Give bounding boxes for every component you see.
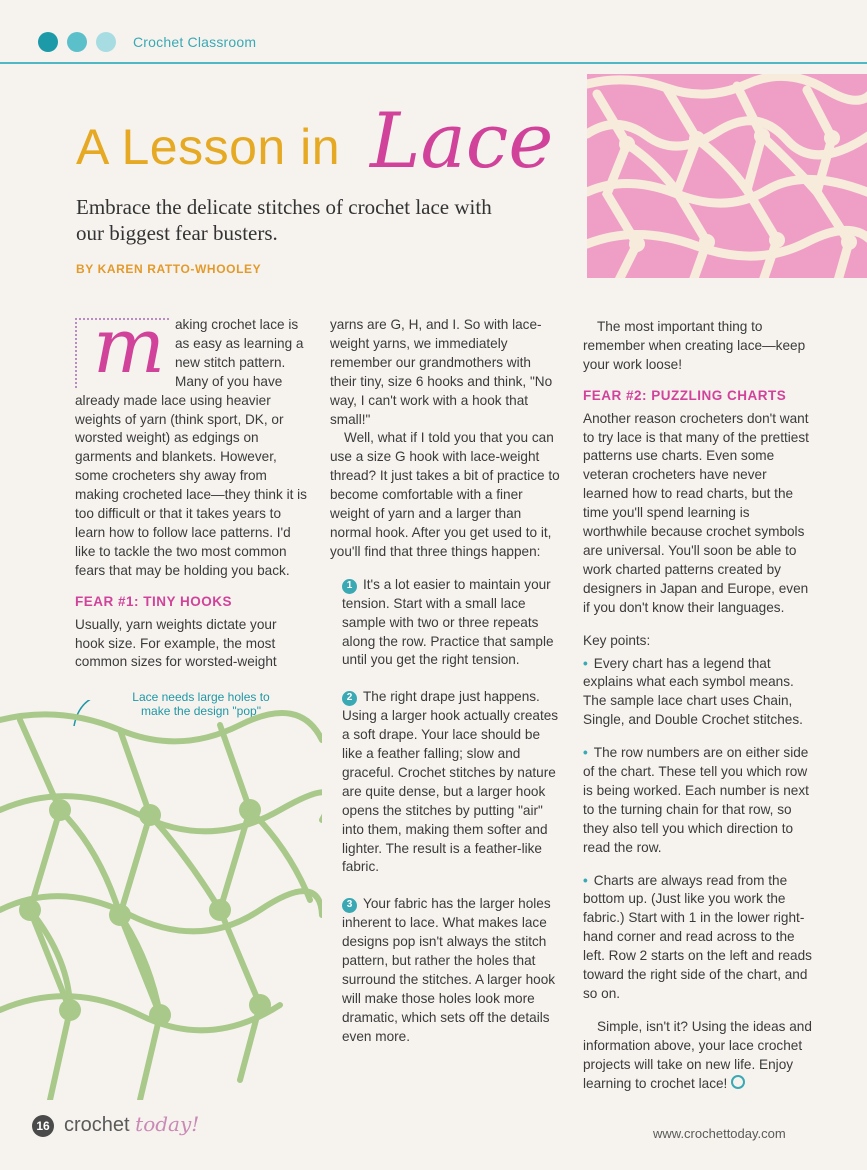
col2-paragraph-2: Well, what if I told you that you can use a size G hook with lace-weight thread? It just takes a bit of practice to become comfortable with a finer weight of yarn and a larger than normal hook. After you get used to it, you'll find that three things happen: <box>330 430 560 559</box>
footer-brand <box>64 1112 199 1137</box>
number-badge: 1 <box>342 579 357 594</box>
byline: BY KAREN RATTO-WHOOLEY <box>76 262 262 276</box>
dropcap <box>75 301 171 390</box>
col3-paragraph-1: The most important thing to remember when creating lace—keep your work loose! <box>583 319 806 372</box>
photo-callout: Lace needs large holes to make the design "pop" <box>132 690 270 718</box>
bullet-icon: • <box>583 872 588 888</box>
header-dot-2 <box>67 32 87 52</box>
number-badge: 2 <box>342 691 357 706</box>
closing-text: Simple, isn't it? Using the ideas and information above, your lace crochet projects will take on new life. Enjoy learning to crochet lace! <box>583 1018 812 1091</box>
lace-photo-pink <box>587 74 867 278</box>
column-3 <box>583 318 815 1094</box>
brand-main: crochet <box>64 1114 130 1136</box>
column-1 <box>75 301 307 672</box>
end-mark-icon <box>731 1075 745 1089</box>
key-points-label: Key points: <box>583 632 651 648</box>
footer-url: www.crochettoday.com <box>653 1126 786 1141</box>
fear2-paragraph: Another reason crocheters don't want to try lace is that many of the prettiest patterns use charts. Even some veteran crocheters have never learned how to read charts, but the time you'll spend learning is worthwhile because crochet symbols are universal. You'll soon be able to work charted patterns created by designers in Japan and Europe, even if you don't know their languages. <box>583 410 809 615</box>
key-point-text: Charts are always read from the bottom up. (Just like you work the fabric.) Start with 1 in the lower right-hand corner and read across to the left. Row 2 starts on the left and reads toward the right side of the chart, and so on. <box>583 872 812 1001</box>
numbered-item-text: It's a lot easier to maintain your tension. Start with a small lace sample with two or three repeats along the row. Practice that sample until you get the right tension. <box>342 576 554 668</box>
header-rule <box>0 62 867 64</box>
col2-paragraph-1: yarns are G, H, and I. So with lace-weight yarns, we immediately remember our grandmothers with their tiny, size 6 hooks and think, "No way, I can't work with a hook that small!" <box>330 317 553 427</box>
section-header <box>38 28 256 56</box>
numbered-item <box>342 576 560 671</box>
lace-photo-green <box>0 700 322 1100</box>
dropcap-letter: m <box>93 301 166 390</box>
intro-paragraph: aking crochet lace is as easy as learning a new stitch pattern. Many of you have already made lace using heavier weights of yarn (think sport, DK, or worsted weight) as edgings on garments and blankets. However, some crocheters shy away from making crocheted lace—they think it is too difficult or that it takes years to learn how to follow lace patterns. I'd like to tackle the two most common fears that may be holding you back. <box>75 317 307 578</box>
article-title: A Lesson in <box>76 119 341 175</box>
closing-paragraph <box>583 1018 815 1094</box>
key-point-text: Every chart has a legend that explains what each symbol means. The sample lace chart uses Chain, Single, and Double Crochet stitches. <box>583 655 803 728</box>
key-point <box>583 655 815 731</box>
numbered-item-text: Your fabric has the larger holes inherent to lace. What makes lace designs pop isn't always the stitch pattern, but rather the holes that surround the stitches. A larger hook will make those holes look more dramatic, which sets off the details even more. <box>342 896 556 1044</box>
page-number: 16 <box>32 1115 54 1137</box>
column-2 <box>330 316 560 1065</box>
section-label: Crochet Classroom <box>133 34 257 50</box>
fear1-paragraph: Usually, yarn weights dictate your hook size. For example, the most common sizes for worsted-weight <box>75 616 277 670</box>
numbered-item-text: The right drape just happens. Using a larger hook actually creates a soft drape. Your lace should be like a feather falling; slow and graceful. Crochet stitches by nature are quite dense, but a larger hook opens the stitches by putting "air" into them, making them softer and lighter. The result is a feather-like fabric. <box>342 689 559 875</box>
numbered-item <box>342 895 560 1046</box>
article-title-script: Lace <box>370 96 554 185</box>
key-point <box>583 744 815 857</box>
key-point-text: The row numbers are on either side of the chart. These tell you which row is being worked. Each number is next to the turning chain for that row, so they also tell you which direction to read the row. <box>583 745 809 855</box>
header-dot-1 <box>38 32 58 52</box>
bullet-icon: • <box>583 745 588 761</box>
fear2-heading: FEAR #2: PUZZLING CHARTS <box>583 387 787 403</box>
fear1-heading: FEAR #1: TINY HOOKS <box>75 593 233 609</box>
bullet-icon: • <box>583 655 588 671</box>
brand-script: today! <box>135 1112 200 1136</box>
header-dot-3 <box>96 32 116 52</box>
lace-photo-pink-illustration <box>587 74 867 278</box>
article-subtitle: Embrace the delicate stitches of crochet lace with our biggest fear busters. <box>76 195 492 245</box>
number-badge: 3 <box>342 898 357 913</box>
key-point <box>583 872 815 1004</box>
green-lace-strands <box>0 713 322 1100</box>
numbered-item <box>342 688 560 877</box>
